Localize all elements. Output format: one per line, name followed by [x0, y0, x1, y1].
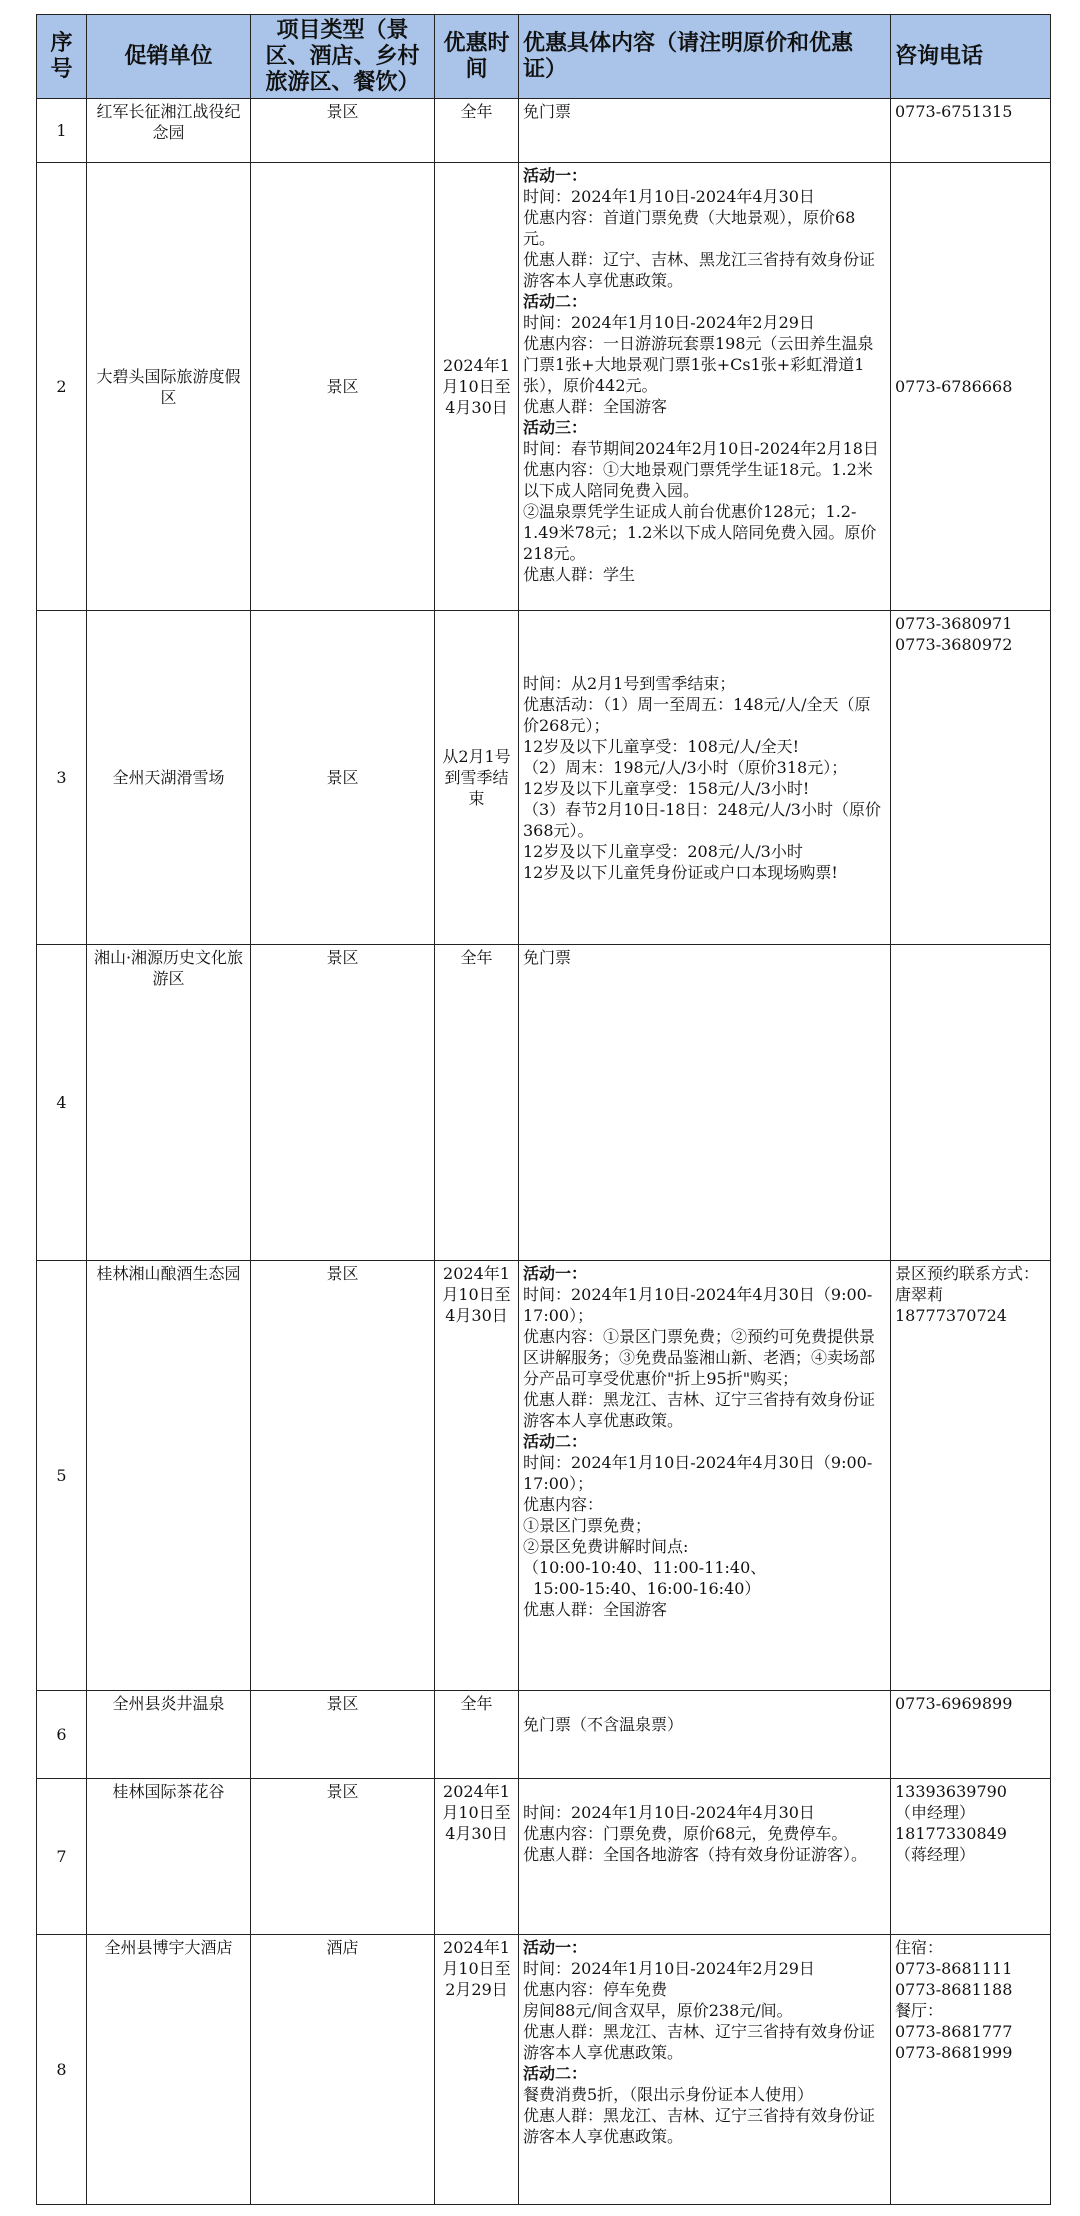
phone-line: （蒋经理） [895, 1845, 976, 1864]
content-line: 时间：2024年1月10日-2024年4月30日（9:00-17:00）； [523, 1453, 873, 1493]
promo-content [519, 945, 891, 1261]
header-idx: 序号 [37, 15, 87, 99]
content-line: 房间88元/间含双早，原价238元/间。 [523, 2001, 793, 2020]
phone-line: 13393639790 [895, 1782, 1007, 1801]
promo-unit: 红军长征湘江战役纪念园 [87, 99, 251, 163]
content-line: 12岁及以下儿童享受：108元/人/全天! [523, 736, 800, 756]
content-line: 优惠内容：首道门票免费（大地景观），原价68元。 [523, 208, 856, 248]
promo-content [519, 1779, 891, 1935]
project-type: 景区 [251, 1691, 435, 1779]
contact-phone [891, 1935, 1051, 2205]
promotion-table [36, 14, 1051, 2205]
header-period: 优惠时间 [435, 15, 519, 99]
row-index: 8 [37, 1935, 87, 2205]
content-line: 优惠人群：辽宁、吉林、黑龙江三省持有效身份证游客本人享优惠政策。 [523, 250, 876, 290]
content-line: 优惠人群：全国各地游客（持有效身份证游客）。 [523, 1845, 868, 1864]
content-line: 优惠内容：门票免费，原价68元，免费停车。 [523, 1824, 848, 1843]
phone-line: 0773-3680972 [895, 635, 1013, 654]
table-row [37, 1261, 1051, 1691]
table-row [37, 1691, 1051, 1779]
promo-unit: 湘山·湘源历史文化旅游区 [87, 945, 251, 1261]
content-line: 优惠人群：黑龙江、吉林、辽宁三省持有效身份证游客本人享优惠政策。 [523, 2022, 876, 2062]
project-type: 景区 [251, 1261, 435, 1691]
promo-unit: 全州天湖滑雪场 [87, 611, 251, 945]
header-unit: 促销单位 [87, 15, 251, 99]
project-type: 景区 [251, 99, 435, 163]
promo-period: 从2月1号到雪季结束 [435, 611, 519, 945]
promo-content [519, 1935, 891, 2205]
header-content: 优惠具体内容（请注明原价和优惠证） [519, 15, 891, 99]
phone-line: 18777370724 [895, 1306, 1007, 1325]
project-type: 酒店 [251, 1935, 435, 2205]
content-line: 优惠内容：一日游游玩套票198元（云田养生温泉门票1张+大地景观门票1张+Cs1张+彩虹滑道1张），原价442元。 [523, 334, 874, 395]
promo-period: 2024年1月10日至4月30日 [435, 163, 519, 611]
row-index: 3 [37, 611, 87, 945]
promo-unit: 全州县炎井温泉 [87, 1691, 251, 1779]
content-line: 免门票 [523, 102, 572, 121]
promo-unit: 大碧头国际旅游度假区 [87, 163, 251, 611]
contact-phone [891, 99, 1051, 163]
content-line: 时间：2024年1月10日-2024年4月30日 [523, 1803, 815, 1822]
table-body [37, 99, 1051, 2205]
promo-period: 全年 [435, 99, 519, 163]
table-row [37, 1935, 1051, 2205]
phone-line: 0773-8681188 [895, 1980, 1013, 1999]
header-type: 项目类型（景区、酒店、乡村旅游区、餐饮） [251, 15, 435, 99]
content-line: 优惠内容：①景区门票免费；②预约可免费提供景区讲解服务；③免费品鉴湘山新、老酒；④卖场部分产品可享受优惠价"折上95折"购买； [523, 1327, 876, 1388]
content-line: 12岁及以下儿童享受：208元/人/3小时 [523, 841, 803, 861]
contact-phone [891, 1779, 1051, 1935]
promo-period: 全年 [435, 945, 519, 1261]
content-line: 免门票 [523, 948, 572, 967]
content-line: 活动二： [523, 1432, 588, 1451]
content-line: ②温泉票凭学生证成人前台优惠价128元；1.2-1.49米78元；1.2米以下成人陪同免费入园。原价218元。 [523, 502, 877, 563]
phone-line: （申经理） [895, 1803, 976, 1822]
content-line: （10:00-10:40、11:00-11:40、 [523, 1558, 767, 1577]
content-line: 优惠内容：停车免费 [523, 1980, 668, 1999]
table-row [37, 99, 1051, 163]
content-line: ②景区免费讲解时间点: [523, 1537, 689, 1556]
content-line: 时间：2024年1月10日-2024年2月29日 [523, 1959, 815, 1978]
row-index: 5 [37, 1261, 87, 1691]
content-line: 时间：2024年1月10日-2024年4月30日 [523, 187, 815, 206]
content-line: （2）周末：198元/人/3小时（原价318元）； [523, 757, 848, 777]
contact-phone [891, 163, 1051, 611]
content-line: 优惠内容：①大地景观门票凭学生证18元。1.2米以下成人陪同免费入园。 [523, 460, 873, 500]
promo-unit: 全州县博宇大酒店 [87, 1935, 251, 2205]
content-line: 餐费消费5折，（限出示身份证本人使用） [523, 2085, 814, 2104]
promo-period: 2024年1月10日至2月29日 [435, 1935, 519, 2205]
row-index: 4 [37, 945, 87, 1261]
contact-phone [891, 1261, 1051, 1691]
promo-content [519, 1261, 891, 1691]
content-line: 优惠人群：全国游客 [523, 1600, 668, 1619]
content-line: 优惠人群：全国游客 [523, 397, 668, 416]
content-line: 活动一： [523, 1938, 588, 1957]
content-line: 活动二： [523, 292, 588, 311]
content-line: 活动二： [523, 2064, 588, 2083]
row-index: 2 [37, 163, 87, 611]
promo-unit: 桂林湘山酿酒生态园 [87, 1261, 251, 1691]
phone-line: 0773-8681111 [895, 1959, 1013, 1978]
phone-line: 餐厅： [895, 2001, 944, 2020]
project-type: 景区 [251, 611, 435, 945]
contact-phone [891, 945, 1051, 1261]
content-line: （3）春节2月10日-18日：248元/人/3小时（原价368元）。 [523, 799, 881, 840]
content-line: 活动三： [523, 418, 588, 437]
content-line: 优惠人群：黑龙江、吉林、辽宁三省持有效身份证游客本人享优惠政策。 [523, 2106, 876, 2146]
content-line: 优惠活动：（1）周一至周五：148元/人/全天（原价268元）； [523, 694, 871, 735]
content-line: 优惠内容： [523, 1495, 604, 1514]
content-line: 时间：从2月1号到雪季结束； [523, 673, 736, 693]
promo-content [519, 99, 891, 163]
content-line [523, 1693, 886, 1714]
promo-content [519, 611, 891, 945]
promo-content [519, 1691, 891, 1779]
row-index: 7 [37, 1779, 87, 1935]
header-row [37, 15, 1051, 99]
content-line: 优惠人群：学生 [523, 565, 636, 584]
contact-phone [891, 611, 1051, 945]
table-row [37, 1779, 1051, 1935]
content-line: 活动一： [523, 166, 588, 185]
content-line: 时间：2024年1月10日-2024年4月30日（9:00-17:00）； [523, 1285, 873, 1325]
promo-period: 2024年1月10日至4月30日 [435, 1779, 519, 1935]
content-line: 15:00-15:40、16:00-16:40） [523, 1579, 761, 1598]
header-phone: 咨询电话 [891, 15, 1051, 99]
phone-line: 0773-8681999 [895, 2043, 1013, 2062]
content-line: 优惠人群：黑龙江、吉林、辽宁三省持有效身份证游客本人享优惠政策。 [523, 1390, 876, 1430]
table-row [37, 611, 1051, 945]
content-line: 时间：春节期间2024年2月10日-2024年2月18日 [523, 439, 879, 458]
table-row [37, 163, 1051, 611]
content-line: 时间：2024年1月10日-2024年2月29日 [523, 313, 815, 332]
project-type: 景区 [251, 945, 435, 1261]
content-line: 活动一： [523, 1264, 588, 1283]
content-line: ①景区门票免费； [523, 1516, 652, 1535]
phone-line: 0773-6969899 [895, 1694, 1013, 1713]
phone-line: 住宿： [895, 1938, 944, 1957]
content-line [523, 1781, 886, 1802]
promo-content [519, 163, 891, 611]
content-line: 12岁及以下儿童凭身份证或户口本现场购票! [523, 862, 838, 882]
promo-period: 全年 [435, 1691, 519, 1779]
content-line: 12岁及以下儿童享受：158元/人/3小时! [523, 778, 810, 798]
phone-line: 0773-6751315 [895, 102, 1013, 121]
promo-period: 2024年1月10日至4月30日 [435, 1261, 519, 1691]
table-row [37, 945, 1051, 1261]
phone-line: 0773-8681777 [895, 2022, 1013, 2041]
row-index: 6 [37, 1691, 87, 1779]
row-index: 1 [37, 99, 87, 163]
phone-line: 0773-3680971 [895, 614, 1013, 633]
contact-phone [891, 1691, 1051, 1779]
phone-line: 18177330849 [895, 1824, 1007, 1843]
content-line: 免门票（不含温泉票） [523, 1715, 684, 1734]
project-type: 景区 [251, 163, 435, 611]
promo-unit: 桂林国际茶花谷 [87, 1779, 251, 1935]
project-type: 景区 [251, 1779, 435, 1935]
phone-line: 0773-6786668 [895, 377, 1013, 396]
phone-line: 景区预约联系方式：唐翠莉 [895, 1264, 1040, 1304]
